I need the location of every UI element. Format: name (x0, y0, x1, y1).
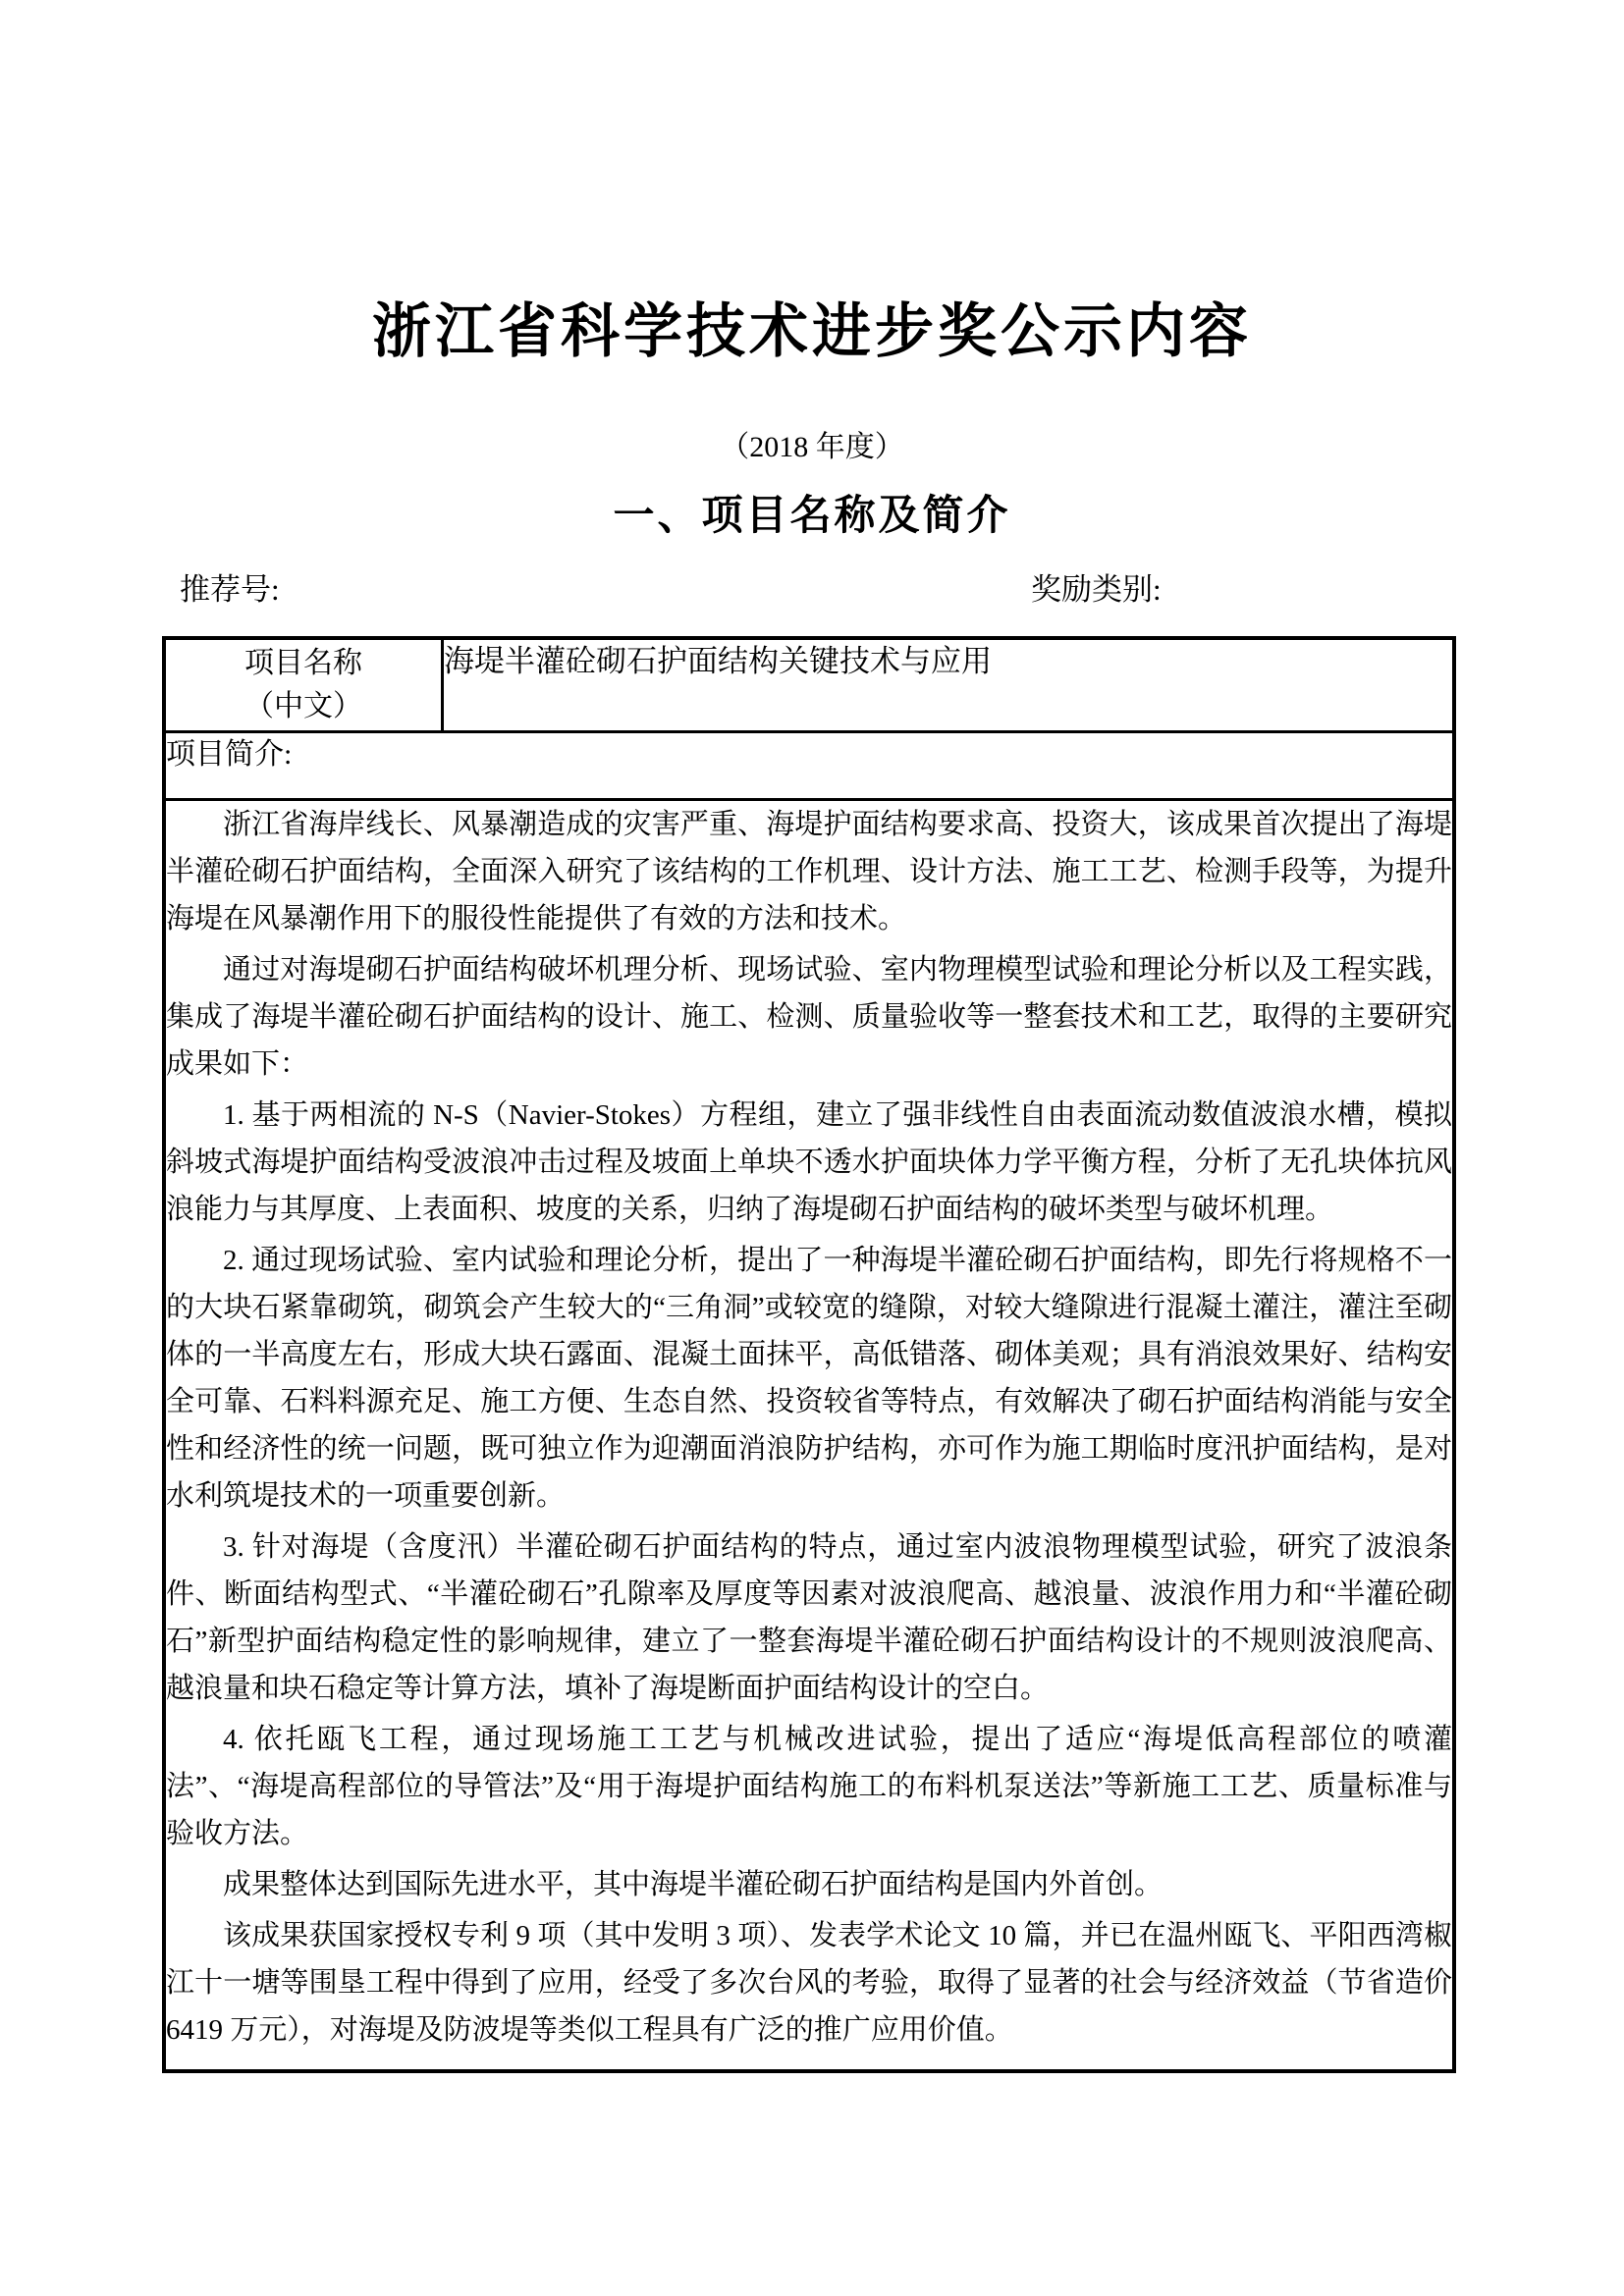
project-name-label-line2: （中文） (244, 690, 362, 722)
intro-paragraph-5: 3. 针对海堤（含度汛）半灌砼砌石护面结构的特点，通过室内波浪物理模型试验，研究了波浪条件、断面结构型式、“半灌砼砌石”孔隙率及厚度等因素对波浪爬高、越浪量、波浪作用力和“半灌砼砌石”新型护面结构稳定性的影响规律，建立了一整套海堤半灌砼砌石护面结构设计的不规则波浪爬高、越浪量和块石稳定等计算方法，填补了海堤断面护面结构设计的空白。 (166, 1531, 1452, 1704)
intro-paragraph-4: 2. 通过现场试验、室内试验和理论分析，提出了一种海堤半灌砼砌石护面结构，即先行将规格不一的大块石紧靠砌筑，砌筑会产生较大的“三角洞”或较宽的缝隙，对较大缝隙进行混凝土灌注，灌注至砌体的一半高度左右，形成大块石露面、混凝土面抹平，高低错落、砌体美观；具有消浪效果好、结构安全可靠、石料料源充足、施工方便、生态自然、投资较省等特点，有效解决了砌石护面结构消能与安全性和经济性的统一问题，既可独立作为迎潮面消浪防护结构，亦可作为施工期临时度汛护面结构，是对水利筑堤技术的一项重要创新。 (166, 1245, 1452, 1512)
intro-paragraph-8: 该成果获国家授权专利 9 项（其中发明 3 项）、发表学术论文 10 篇，并已在温州瓯飞、平阳西湾椒江十一塘等围垦工程中得到了应用，经受了多次台风的考验，取得了显著的社会与经济效益（节省造价 6419 万元），对海堤及防波堤等类似工程具有广泛的推广应用价值。 (166, 1920, 1452, 2046)
recommendation-number-label: 推荐号: (180, 572, 280, 607)
project-name-label-line1: 项目名称 (244, 647, 362, 679)
year-line: （2018 年度） (720, 431, 904, 463)
award-category-label: 奖励类别: (1031, 572, 1162, 607)
project-intro-label-row (164, 732, 1454, 800)
project-intro-body (164, 800, 1454, 2072)
document-title: 浙江省科学技术进步奖公示内容 (372, 298, 1252, 364)
section-heading: 一、项目名称及简介 (613, 492, 1011, 538)
project-intro-label: 项目简介: (164, 732, 1454, 800)
intro-paragraph-1: 浙江省海岸线长、风暴潮造成的灾害严重、海堤护面结构要求高、投资大，该成果首次提出了海堤半灌砼砌石护面结构，全面深入研究了该结构的工作机理、设计方法、施工工艺、检测手段等，为提升海堤在风暴潮作用下的服役性能提供了有效的方法和技术。 (166, 809, 1452, 934)
project-name-label-cell (164, 638, 443, 732)
project-name-row (164, 638, 1454, 732)
project-name-value: 海堤半灌砼砌石护面结构关键技术与应用 (443, 638, 1455, 732)
intro-paragraph-6: 4. 依托瓯飞工程，通过现场施工工艺与机械改进试验，提出了适应“海堤低高程部位的喷灌法”、“海堤高程部位的导管法”及“用于海堤护面结构施工的布料机泵送法”等新施工工艺、质量标准与验收方法。 (166, 1724, 1452, 1849)
intro-paragraph-2: 通过对海堤砌石护面结构破坏机理分析、现场试验、室内物理模型试验和理论分析以及工程实践，集成了海堤半灌砼砌石护面结构的设计、施工、检测、质量验收等一整套技术和工艺，取得的主要研究成果如下： (166, 954, 1452, 1080)
intro-paragraph-7: 成果整体达到国际先进水平，其中海堤半灌砼砌石护面结构是国内外首创。 (223, 1869, 1164, 1900)
project-intro-body-row (164, 800, 1454, 2072)
project-form-table (162, 636, 1456, 2073)
intro-paragraph-3: 1. 基于两相流的 N-S（Navier-Stokes）方程组，建立了强非线性自由表面流动数值波浪水槽，模拟斜坡式海堤护面结构受波浪冲击过程及坡面上单块不透水护面块体力学平衡方程，分析了无孔块体抗风浪能力与其厚度、上表面积、坡度的关系，归纳了海堤砌石护面结构的破坏类型与破坏机理。 (166, 1099, 1452, 1225)
meta-row (0, 569, 1624, 611)
